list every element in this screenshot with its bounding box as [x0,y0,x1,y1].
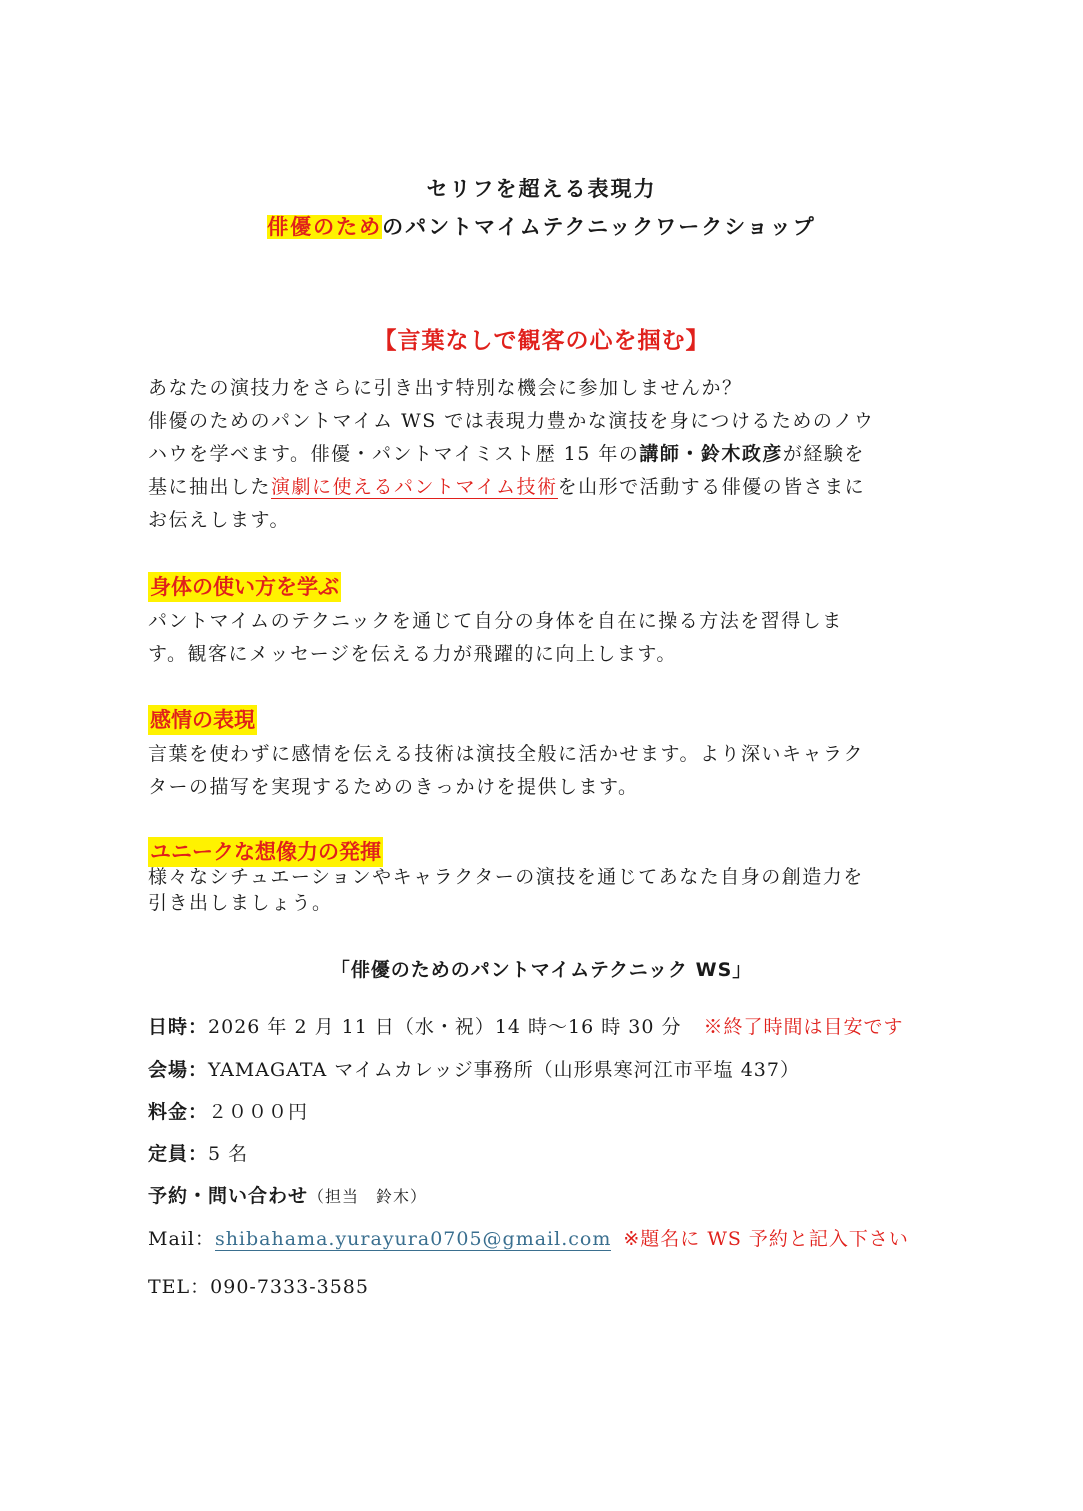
fee-label: 料金： [148,1101,209,1123]
section-body-imagination [148,864,928,916]
section-heading-imagination: ユニークな想像力の発揮 [148,837,383,867]
intro-line-5: お伝えします。 [148,509,290,531]
mail-label: Mail： [148,1228,215,1250]
contact-label: 予約・問い合わせ [148,1185,309,1207]
event-title: 「俳優のためのパントマイムテクニック WS」 [330,959,753,981]
intro-line-1: あなたの演技力をさらに引き出す特別な機会に参加しませんか？ [148,377,743,399]
venue-row [148,1055,800,1082]
section-body-body [148,605,928,671]
venue-value: YAMAGATA マイムカレッジ事務所（山形県寒河江市平塩 437） [208,1059,800,1081]
section-body-emotion [148,738,928,804]
capacity-value: 5 名 [208,1143,249,1165]
fee-row [148,1097,308,1124]
title-line-2 [0,208,1083,246]
capacity-row [148,1139,248,1166]
intro-line-4a: 基に抽出した [148,476,272,498]
title-rest: のパントマイムテクニックワークショップ [382,215,816,239]
instructor-name: 講師・鈴木政彦 [639,443,783,465]
contact-row [148,1181,427,1208]
section-heading-body: 身体の使い方を学ぶ [148,572,341,602]
email-link[interactable]: shibahama.yurayura0705@gmail.com [214,1228,612,1250]
intro-line-3b: が経験を [782,443,865,465]
date-note: ※終了時間は目安です [703,1016,904,1038]
date-row [148,1012,904,1039]
section-emotion-line-1: 言葉を使わずに感情を伝える技術は演技全般に活かせます。より深いキャラク [148,743,864,765]
section-imagination-line-2: 引き出しましょう。 [148,892,333,914]
intro-line-4 [148,471,928,504]
section-imagination-line-1: 様々なシチュエーションやキャラクターの演技を通じてあなた自身の創造力を [148,866,864,888]
title-block [0,170,1083,246]
fee-value: ２０００円 [208,1101,309,1123]
banner-heading: 【言葉なしで観客の心を掴む】 [373,328,710,354]
date-label: 日時： [148,1016,209,1038]
section-emotion-line-2: ターの描写を実現するためのきっかけを提供します。 [148,776,639,798]
contact-note: （担当 鈴木） [308,1187,428,1206]
intro-line-2: 俳優のためのパントマイム WS では表現力豊かな演技を身につけるためのノウ [148,410,875,432]
section-body-line-2: す。観客にメッセージを伝える力が飛躍的に向上します。 [148,643,677,665]
mail-note: ※題名に WS 予約と記入下さい [623,1228,909,1250]
capacity-label: 定員： [148,1143,209,1165]
technique-emphasis: 演劇に使えるパントマイム技術 [271,476,558,498]
intro-line-3 [148,438,928,471]
mail-row [148,1224,909,1251]
tel-row: TEL：090-7333-3585 [148,1276,369,1298]
intro-line-4b: を山形で活動する俳優の皆さまに [557,476,866,498]
title-highlight: 俳優のため [267,215,383,239]
intro-paragraph [148,372,928,537]
section-heading-emotion: 感情の表現 [148,705,257,735]
intro-line-3a: ハウを学べます。俳優・パントマイミスト歴 15 年の [148,443,640,465]
section-body-line-1: パントマイムのテクニックを通じて自分の身体を自在に操る方法を習得しま [148,610,843,632]
title-line-1: セリフを超える表現力 [426,177,657,201]
venue-label: 会場： [148,1059,209,1081]
date-value: 2026 年 2 月 11 日（水・祝）14 時〜16 時 30 分 [208,1016,682,1038]
